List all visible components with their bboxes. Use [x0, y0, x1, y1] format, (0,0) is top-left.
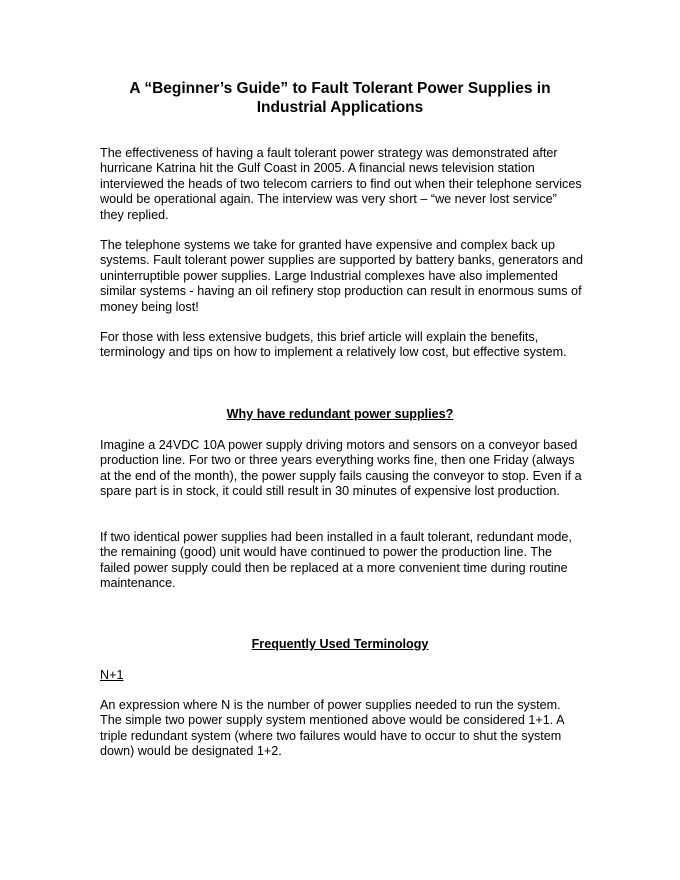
section1-paragraph-2: If two identical power supplies had been installed in a fault tolerant, redundant mode, the remaining (good) unit would have continued to power the production line. The failed power supply could then be replaced at a more convenient time during routine maintenance. [100, 530, 572, 591]
section1-paragraph-1: Imagine a 24VDC 10A power supply driving motors and sensors on a conveyor based production line. For two or three years everything works fine, then one Friday (always at the end of the month), the power supply fails causing the conveyor to stop. Even if a spare part is in stock, it could still result in 30 minutes of expensive lost production. [100, 438, 582, 499]
section-heading-why-redundant: Why have redundant power supplies? [226, 407, 454, 421]
document-title: A “Beginner’s Guide” to Fault Tolerant Power Supplies in Industrial Applications [129, 80, 551, 116]
term-definition: An expression where N is the number of power supplies needed to run the system. The simple two power supply system mentioned above would be considered 1+1. A triple redundant system (where two failures would have to occur to shut the system down) would be designated 1+2. [100, 698, 564, 759]
intro-paragraph-1: The effectiveness of having a fault tolerant power strategy was demonstrated after hurricane Katrina hit the Gulf Coast in 2005. A financial news television station interviewed the heads of two telecom carriers to find out when their telephone services would be operational again. The interview was very short – “we never lost service” they replied. [100, 146, 582, 222]
intro-paragraph-3: For those with less extensive budgets, this brief article will explain the benefits, terminology and tips on how to implement a relatively low cost, but effective system. [100, 330, 567, 360]
section-heading-terminology: Frequently Used Terminology [251, 637, 429, 651]
intro-paragraph-2: The telephone systems we take for granted have expensive and complex back up systems. Fault tolerant power supplies are supported by battery banks, generators and uninterruptible power supplies. Large Industrial complexes have also implemented similar systems - having an oil refinery stop production can result in enormous sums of money being lost! [100, 238, 584, 314]
term-n-plus-1: N+1 [100, 668, 124, 682]
